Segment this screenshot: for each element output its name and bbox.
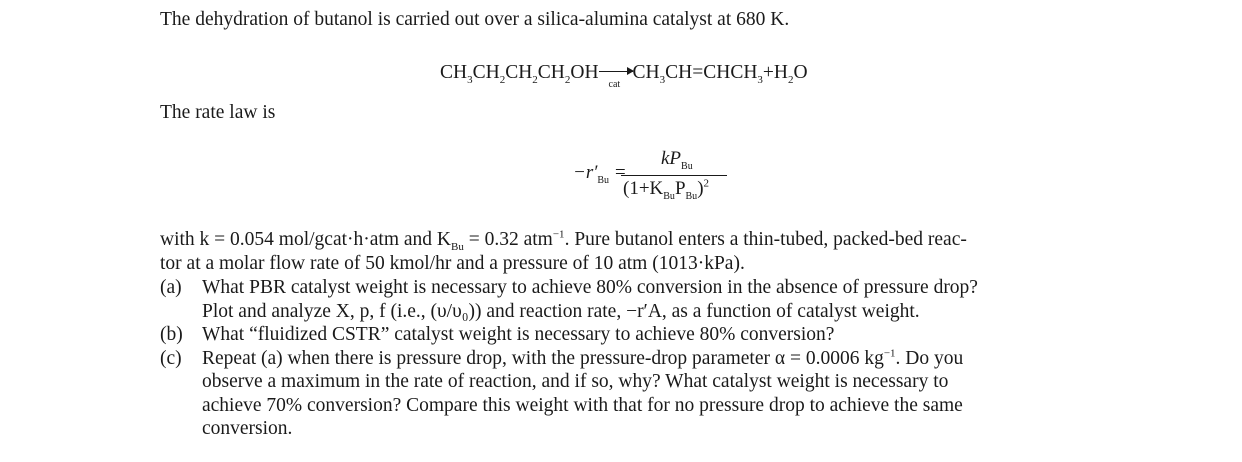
rate-lhs: $-r'_{Bu}$ = [573, 162, 627, 186]
question-list [160, 276, 978, 441]
question-b: (b) What “fluidized CSTR” catalyst weight is necessary to achieve 80% conversion? [160, 324, 835, 345]
rate-denominator: $(1+K_{Bu}P_{Bu})^2$ [623, 177, 710, 202]
intro-text: The dehydration of butanol is carried out over a silica-alumina catalyst at 680 K. [160, 9, 790, 30]
rate-law-equation [573, 148, 743, 218]
params-line-1: with k = 0.054 mol/gcat·h·atm and $K_{Bu} = 0.32$ atm$^{-1}$. Pure butanol enters a thin-tubed, packed-bed reac- [160, 228, 967, 253]
reaction-equation: $CH_3CH_2CH_2CH_2OH$ cat $CH_3CH=CHCH_3+H_2O$ [440, 62, 808, 91]
question-a-label: (a) [160, 277, 182, 298]
rate-law-label: The rate law is [160, 102, 276, 123]
reaction-arrow [599, 73, 633, 91]
question-a: (a) What PBR catalyst weight is necessary to achieve 80% conversion in the absence of pressure drop? Plot and analyze X, p, f (i.e., (υ/υ₀)) and reaction rate, −r′A, as a function of catalyst weight. [160, 277, 978, 322]
question-c-label: (c) [160, 347, 182, 369]
fraction-bar [621, 175, 727, 176]
question-c: (c) Repeat (a) when there is pressure drop, with the pressure-drop parameter α = 0.0006 $kg^{-1}$. Do you observe a maximum in the rate of reaction, and if so, why? What catalyst weight is necessary to achieve 70% conversion? Compare this weight with that for no pressure drop to achieve the same conversion. [160, 347, 964, 439]
params-line-2: tor at a molar flow rate of 50 kmol/hr and a pressure of 10 atm (1013·kPa). [160, 253, 745, 274]
rate-numerator: $kP_{Bu}$ [661, 148, 693, 172]
catalyst-label: cat [608, 79, 621, 91]
question-b-label: (b) [160, 324, 183, 345]
